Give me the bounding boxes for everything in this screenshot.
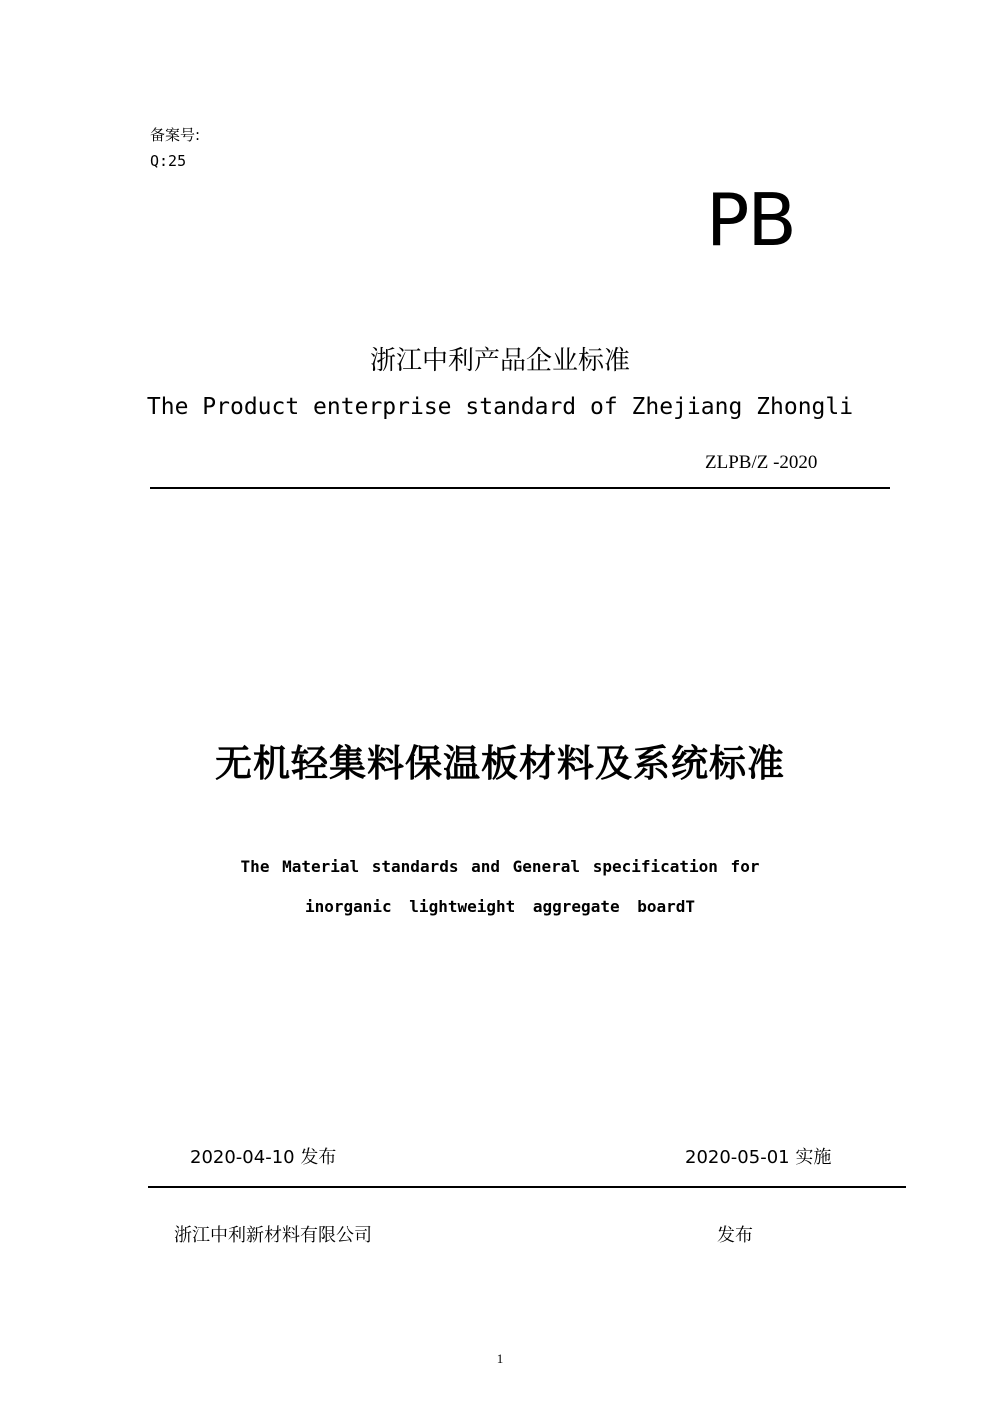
bottom-divider [148, 1186, 906, 1188]
implement-date: 2020-05-01 实施 [685, 1147, 832, 1168]
page-number: 1 [496, 1351, 504, 1366]
filing-number: Q:25 [150, 152, 187, 170]
publisher-name: 浙江中利新材料有限公司 [174, 1225, 372, 1246]
filing-label: 备案号: [150, 126, 201, 144]
issue-date: 2020-04-10 发布 [190, 1147, 337, 1168]
publish-label: 发布 [717, 1225, 753, 1246]
enterprise-title-cn: 浙江中利产品企业标准 [369, 346, 630, 376]
standard-code: ZLPB/Z -2020 [705, 452, 818, 473]
enterprise-title-en: The Product enterprise standard of Zhejiang Zhongli [146, 394, 854, 420]
document-title-en-line2: inorganic lightweight aggregate boardT [304, 897, 696, 916]
top-divider [150, 487, 890, 489]
document-title-cn: 无机轻集料保温板材料及系统标准 [215, 742, 785, 785]
document-title-en-line1: The Material standards and General specification for [240, 857, 760, 876]
category-mark: PB [706, 178, 795, 262]
